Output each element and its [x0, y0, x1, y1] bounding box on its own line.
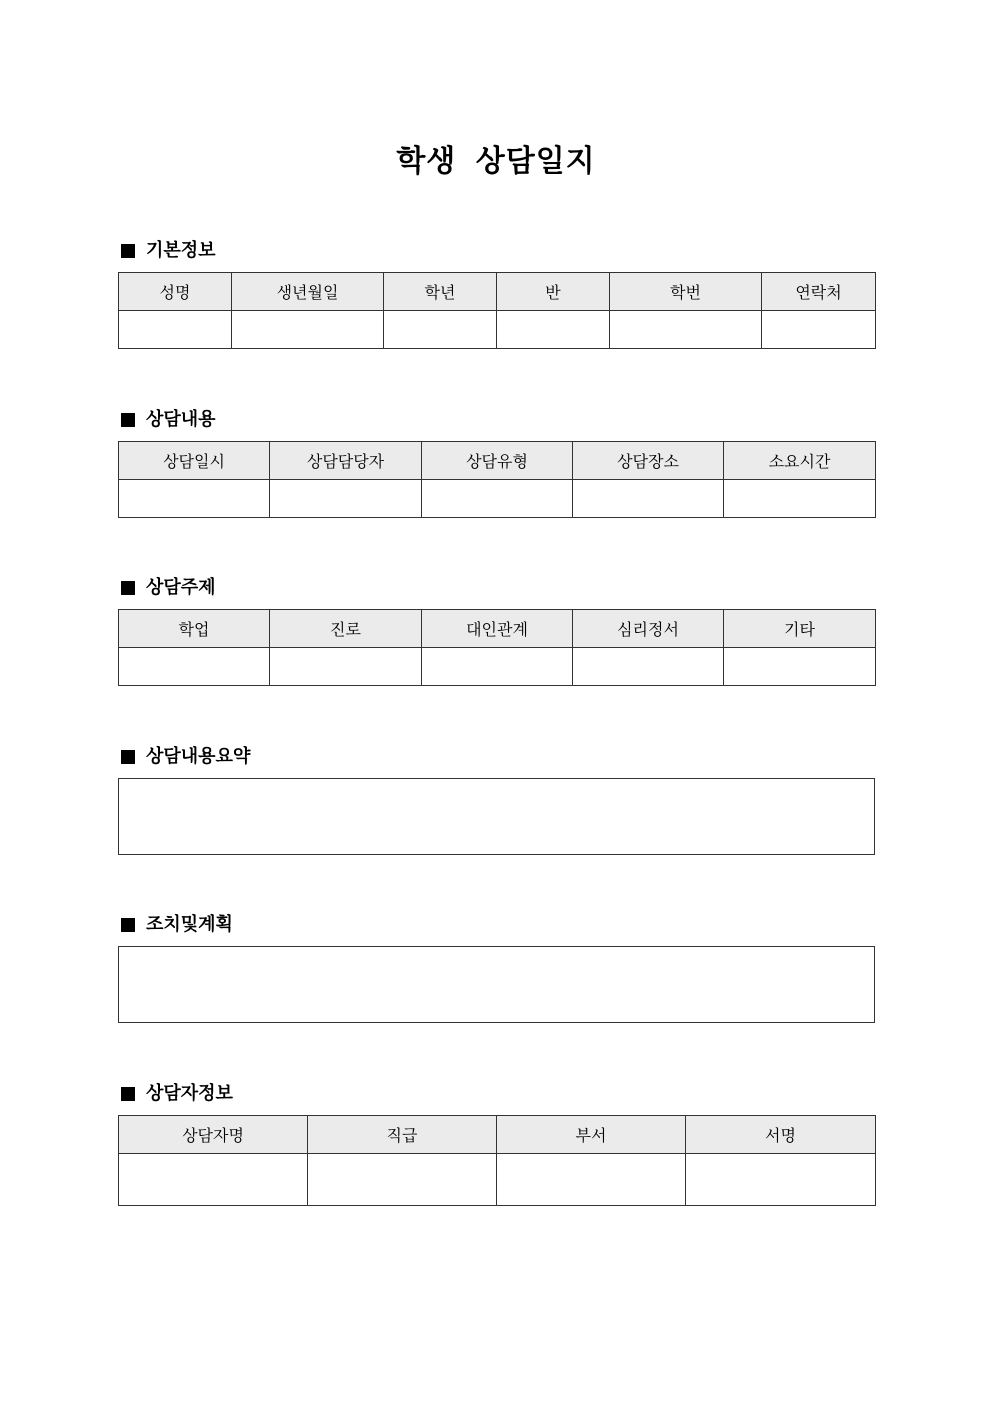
- grade-field[interactable]: [384, 311, 497, 349]
- other-field[interactable]: [724, 648, 876, 686]
- table-header-row: [119, 442, 876, 480]
- square-bullet-icon: [121, 918, 135, 932]
- basic-info-table: [118, 272, 876, 349]
- summary-textarea[interactable]: [118, 778, 875, 855]
- column-header-duration: 소요시간: [724, 442, 876, 480]
- action-plan-textarea[interactable]: [118, 946, 875, 1023]
- datetime-field[interactable]: [119, 480, 270, 518]
- column-header-type: 상담유형: [422, 442, 573, 480]
- section-heading-label: 상담내용: [146, 409, 216, 430]
- class-field[interactable]: [497, 311, 610, 349]
- column-header-birthdate: 생년월일: [232, 273, 384, 311]
- department-field[interactable]: [497, 1154, 686, 1206]
- counseling-content-table: [118, 441, 876, 518]
- table-row: [119, 648, 876, 686]
- counselor-name-field[interactable]: [119, 1154, 308, 1206]
- column-header-career: 진로: [270, 610, 422, 648]
- section-summary: [118, 746, 875, 855]
- section-heading: [118, 240, 875, 262]
- section-heading: [118, 914, 875, 936]
- section-basic-info: [118, 240, 875, 349]
- document-title: 학생 상담일지: [396, 144, 596, 179]
- section-heading: [118, 409, 875, 431]
- section-counselor-info: [118, 1083, 875, 1206]
- table-header-row: [119, 1116, 876, 1154]
- counselor-field[interactable]: [270, 480, 422, 518]
- column-header-counselor-name: 상담자명: [119, 1116, 308, 1154]
- section-heading: [118, 1083, 875, 1105]
- square-bullet-icon: [121, 244, 135, 258]
- table-row: [119, 480, 876, 518]
- contact-field[interactable]: [762, 311, 876, 349]
- column-header-other: 기타: [724, 610, 876, 648]
- square-bullet-icon: [121, 581, 135, 595]
- column-header-location: 상담장소: [573, 442, 724, 480]
- counselor-info-table: [118, 1115, 876, 1206]
- square-bullet-icon: [121, 1087, 135, 1101]
- career-field[interactable]: [270, 648, 422, 686]
- section-heading: [118, 746, 875, 768]
- column-header-academic: 학업: [119, 610, 270, 648]
- birthdate-field[interactable]: [232, 311, 384, 349]
- section-counseling-content: [118, 409, 875, 518]
- emotional-field[interactable]: [573, 648, 724, 686]
- relationships-field[interactable]: [422, 648, 573, 686]
- name-field[interactable]: [119, 311, 232, 349]
- section-action-plan: [118, 914, 875, 1023]
- table-row: [119, 1154, 876, 1206]
- column-header-emotional: 심리정서: [573, 610, 724, 648]
- section-heading-label: 상담내용요약: [146, 746, 251, 767]
- section-heading-label: 상담자정보: [146, 1083, 233, 1104]
- counseling-topic-table: [118, 609, 876, 686]
- section-heading-label: 기본정보: [146, 240, 216, 261]
- signature-field[interactable]: [686, 1154, 876, 1206]
- section-heading-label: 상담주제: [146, 577, 216, 598]
- column-header-name: 성명: [119, 273, 232, 311]
- column-header-position: 직급: [308, 1116, 497, 1154]
- column-header-datetime: 상담일시: [119, 442, 270, 480]
- section-heading: [118, 577, 875, 599]
- column-header-relationships: 대인관계: [422, 610, 573, 648]
- table-header-row: [119, 273, 876, 311]
- square-bullet-icon: [121, 413, 135, 427]
- column-header-student-id: 학번: [610, 273, 762, 311]
- location-field[interactable]: [573, 480, 724, 518]
- table-row: [119, 311, 876, 349]
- column-header-signature: 서명: [686, 1116, 876, 1154]
- academic-field[interactable]: [119, 648, 270, 686]
- column-header-contact: 연락처: [762, 273, 876, 311]
- section-counseling-topic: [118, 577, 875, 686]
- column-header-grade: 학년: [384, 273, 497, 311]
- section-heading-label: 조치및계획: [146, 914, 233, 935]
- position-field[interactable]: [308, 1154, 497, 1206]
- type-field[interactable]: [422, 480, 573, 518]
- column-header-department: 부서: [497, 1116, 686, 1154]
- square-bullet-icon: [121, 750, 135, 764]
- student-id-field[interactable]: [610, 311, 762, 349]
- table-header-row: [119, 610, 876, 648]
- column-header-counselor: 상담담당자: [270, 442, 422, 480]
- column-header-class: 반: [497, 273, 610, 311]
- duration-field[interactable]: [724, 480, 876, 518]
